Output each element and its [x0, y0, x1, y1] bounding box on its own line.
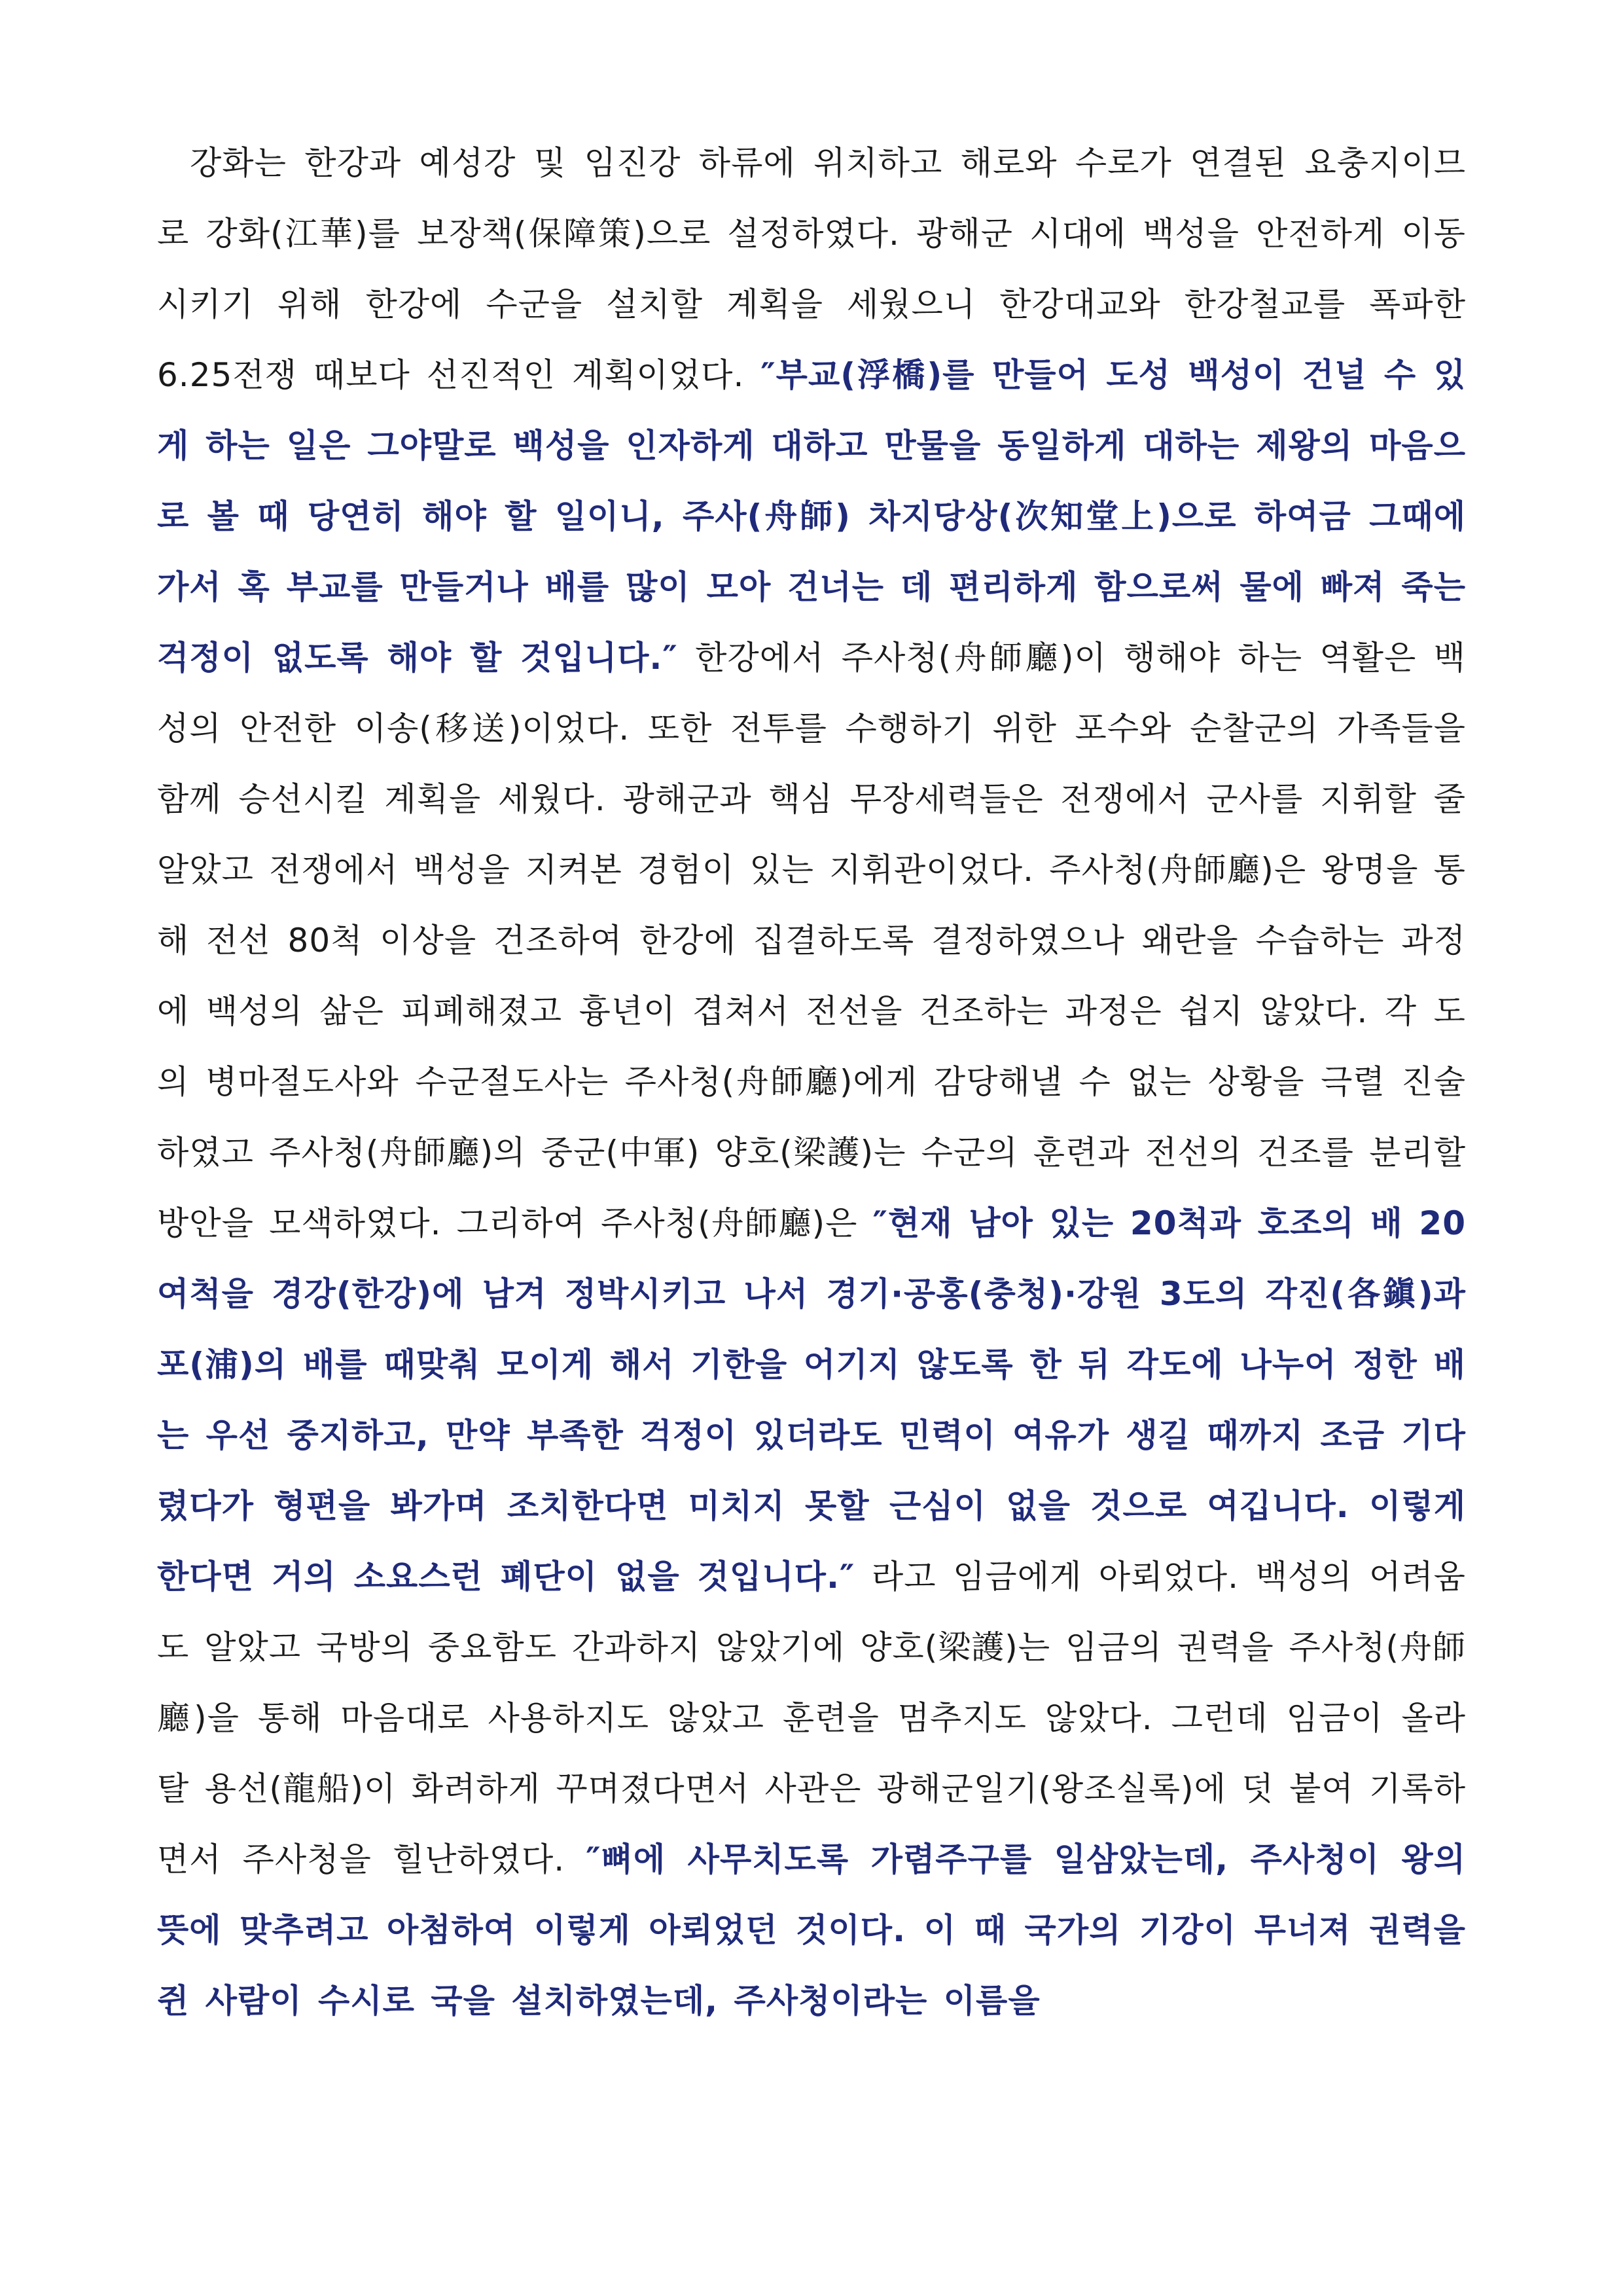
quotation-jusacheong-report: ″현재 남아 있는 20척과 호조의 배 20여척을 경강(한강)에 남겨 정박시키고 나서 경기·공홍(충청)·강원 3도의 각진(各鎭)과 포(浦)의 배를 때맞춰 모이게 해서 기한을 어기지 않도록 한 뒤 각도에 나누어 정한 배는 우선 중지하고, 만약 부족한 걱정이 있더라도 민력이 여유가 생길 때까지 조금 기다렸다가 형편을 봐가며 조치한다면 미치지 못할 근심이 없을 것으로 여깁니다. 이렇게 한다면 거의 소요스런 폐단이 없을 것입니다.″	[157, 1204, 1466, 1596]
narrative-text: 한강에서 주사청(舟師廳)이 행해야 하는 역활은 백성의 안전한 이송(移送)이었다. 또한 전투를 수행하기 위한 포수와 순찰군의 가족들을 함께 승선시킬 계획을 세웠다. 광해군과 핵심 무장세력들은 전쟁에서 군사를 지휘할 줄 알았고 전쟁에서 백성을 지켜본 경험이 있는 지휘관이었다. 주사청(舟師廳)은 왕명을 통해 전선 80척 이상을 건조하여 한강에 집결하도록 결정하였으나 왜란을 수습하는 과정에 백성의 삶은 피폐해졌고 흉년이 겹쳐서 전선을 건조하는 과정은 쉽지 않았다. 각 도의 병마절도사와 수군절도사는 주사청(舟師廳)에게 감당해낼 수 없는 상황을 극렬 진술하였고 주사청(舟師廳)의 중군(中軍) 양호(梁護)는 수군의 훈련과 전선의 건조를 분리할 방안을 모색하였다. 그리하여 주사청(舟師廳)은	[157, 639, 1466, 1242]
narrative-text: 라고 임금에게 아뢰었다. 백성의 어려움도 알았고 국방의 중요함도 간과하지 않았기에 양호(梁護)는 임금의 권력을 주사청(舟師廳)을 통해 마음대로 사용하지도 않았고 훈련을 멈추지도 않았다. 그런데 임금이 올라 탈 용선(龍船)이 화려하게 꾸며졌다면서 사관은 광해군일기(왕조실록)에 덧 붙여 기록하면서 주사청을 힐난하였다.	[157, 1558, 1466, 1878]
narrative-text: 강화는 한강과 예성강 및 임진강 하류에 위치하고 해로와 수로가 연결된 요충지이므로 강화(江華)를 보장책(保障策)으로 설정하였다. 광해군 시대에 백성을 안전하게 이동시키기 위해 한강에 수군을 설치할 계획을 세웠으니 한강대교와 한강철교를 폭파한 6.25전쟁 때보다 선진적인 계획이었다.	[157, 144, 1466, 394]
quotation-bufyo: ″부교(浮橋)를 만들어 도성 백성이 건널 수 있게 하는 일은 그야말로 백성을 인자하게 대하고 만물을 동일하게 대하는 제왕의 마음으로 볼 때 당연히 해야 할 일이니, 주사(舟師) 차지당상(次知堂上)으로 하여금 그때에 가서 혹 부교를 만들거나 배를 많이 모아 건너는 데 편리하게 함으로써 물에 빠져 죽는 걱정이 없도록 해야 할 것입니다.″	[157, 356, 1466, 677]
body-paragraph	[157, 128, 1466, 2036]
document-page	[157, 128, 1466, 2261]
quotation-historian-criticism: ″뼈에 사무치도록 가렴주구를 일삼았는데, 주사청이 왕의 뜻에 맞추려고 아첨하여 이렇게 아뢰었던 것이다. 이 때 국가의 기강이 무너져 권력을 쥔 사람이 수시로 국을 설치하였는데, 주사청이라는 이름을	[157, 1840, 1466, 2020]
